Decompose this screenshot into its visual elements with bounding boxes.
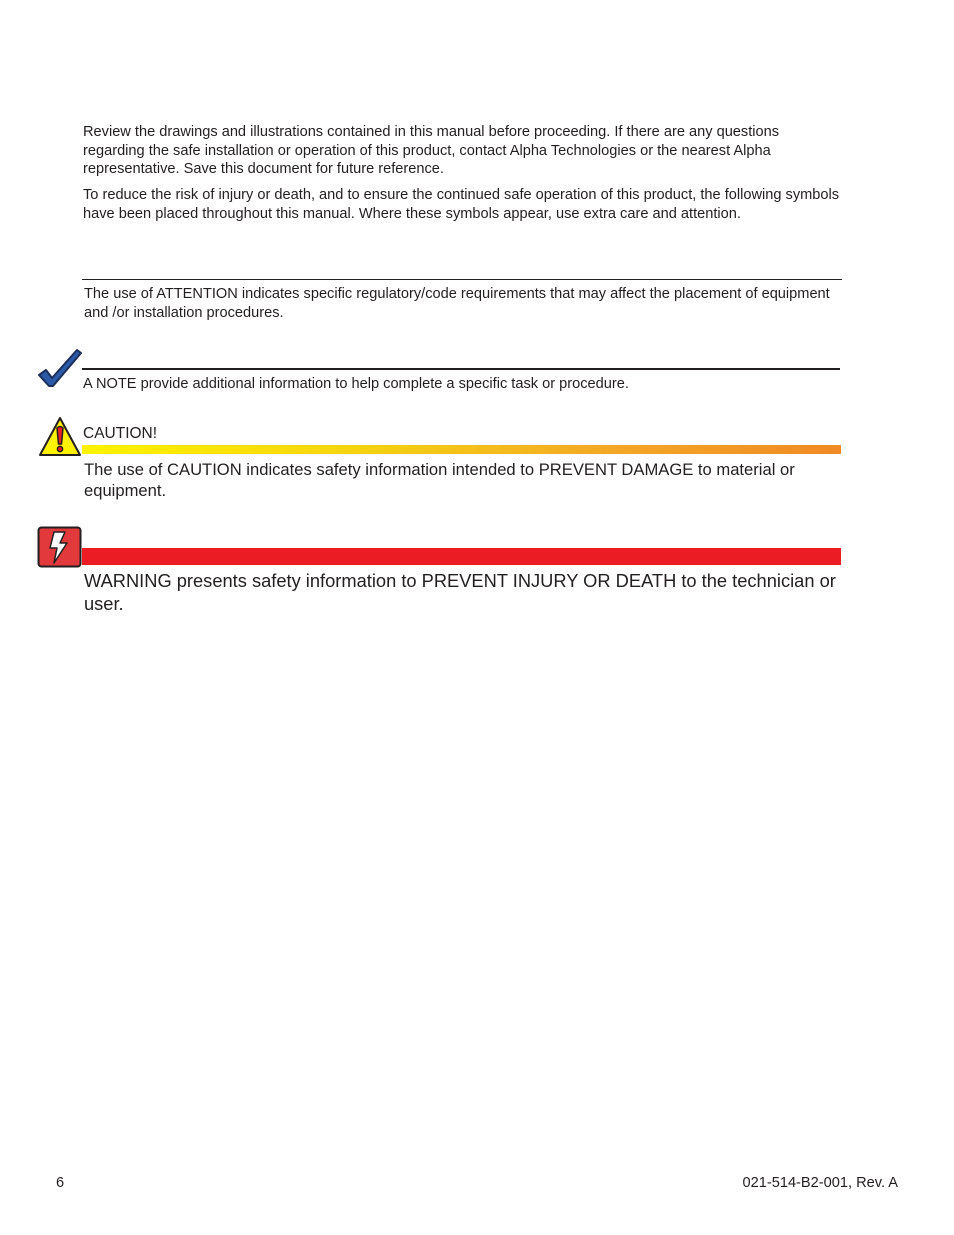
caution-text: The use of CAUTION indicates safety information intended to PREVENT DAMAGE to material or equipment.	[84, 460, 795, 500]
attention-text: The use of ATTENTION indicates specific regulatory/code requirements that may affect the placement of equipment and /or installation procedures.	[84, 286, 830, 321]
note-text: A NOTE provide additional information to help complete a specific task or procedure.	[83, 376, 629, 392]
warning-text: WARNING presents safety information to PREVENT INJURY OR DEATH to the technician or user.	[84, 570, 836, 614]
electrical-hazard-icon	[37, 526, 82, 568]
caution-bar	[82, 445, 841, 454]
page-number: 6	[56, 1175, 65, 1191]
intro-paragraph: Review the drawings and illustrations contained in this manual before proceeding. If there are any questions regarding the safe installation or operation of this product, contact Alpha Technologies or the nearest Alpha representative. Save this document for future reference.	[83, 124, 780, 177]
caution-triangle-icon	[38, 416, 82, 457]
warning-bar	[82, 548, 841, 565]
document-id: 021-514-B2-001, Rev. A	[742, 1175, 898, 1191]
attention-divider	[82, 279, 842, 280]
note-divider	[82, 368, 840, 370]
caution-label: CAUTION!	[83, 425, 158, 442]
checkmark-icon	[37, 348, 83, 388]
intro-paragraph: To reduce the risk of injury or death, and to ensure the continued safe operation of this product, the following symbols have been placed throughout this manual. Where these symbols appear, use extra care and attention.	[83, 187, 840, 222]
